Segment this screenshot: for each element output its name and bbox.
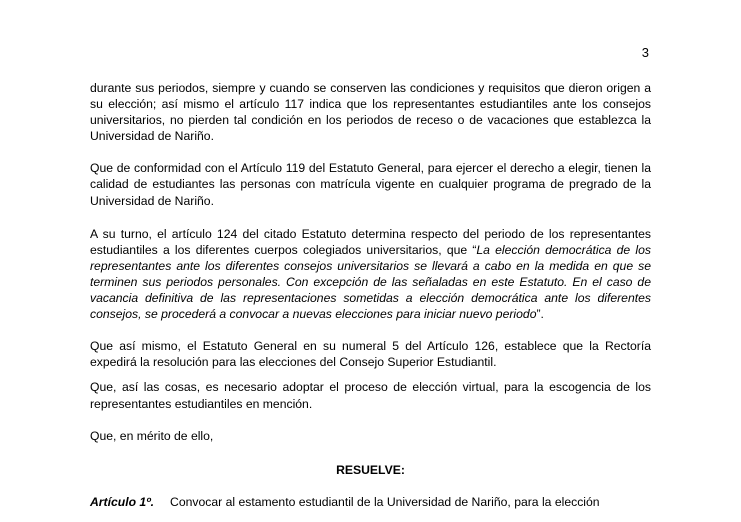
paragraph-article-124-end: ”. (536, 307, 544, 322)
paragraph-article-126: Que así mismo, el Estatuto General en su numeral 5 del Artículo 126, establece que la Rectoría expedirá la resolución para las elecciones del Consejo Superior Estudiantil. (90, 339, 651, 370)
article-1-text: Convocar al estamento estudiantil de la Universidad de Nariño, para la elección (170, 494, 600, 509)
paragraph-merit: Que, en mérito de ello, (90, 428, 214, 443)
resolve-heading: RESUELVE: (336, 462, 405, 477)
paragraph-article-124-quote: La elección democrática de los representantes ante los diferentes consejos universitarios se llevará a cabo en la medida en que se terminen sus periodos personales. Con excepción de las señaladas en este Estatuto. En el caso de vacancia definitiva de las representaciones sometidas a elección democrática ante los diferentes consejos, se procederá a convocar a nuevas elecciones para iniciar nuevo periodo (90, 242, 651, 322)
paragraph-virtual-election: Que, así las cosas, es necesario adoptar el proceso de elección virtual, para la escogencia de los representantes estudiantiles en mención. (90, 380, 651, 411)
paragraph-article-119: Que de conformidad con el Artículo 119 del Estatuto General, para ejercer el derecho a elegir, tienen la calidad de estudiantes las personas con matrícula vigente en cualquier programa de pregrado de la Universidad de Nariño. (90, 161, 651, 208)
article-1-label: Artículo 1º. (90, 494, 155, 509)
paragraph-article-124 (90, 226, 651, 323)
paragraph-continuation: durante sus periodos, siempre y cuando se conserven las condiciones y requisitos que dieron origen a su elección; así mismo el artículo 117 indica que los representantes estudiantiles ante los consejos universitarios, no pierden tal condición en los periodos de receso o de vacaciones que establezca la Universidad de Nariño. (90, 81, 651, 144)
article-1 (90, 494, 651, 510)
document-body (90, 80, 651, 522)
paragraph-article-124-intro: A su turno, el artículo 124 del citado Estatuto determina respecto del periodo de los representantes estudiantiles a los diferentes cuerpos colegiados universitarios, que “ (90, 226, 651, 257)
page-number: 3 (641, 45, 649, 60)
